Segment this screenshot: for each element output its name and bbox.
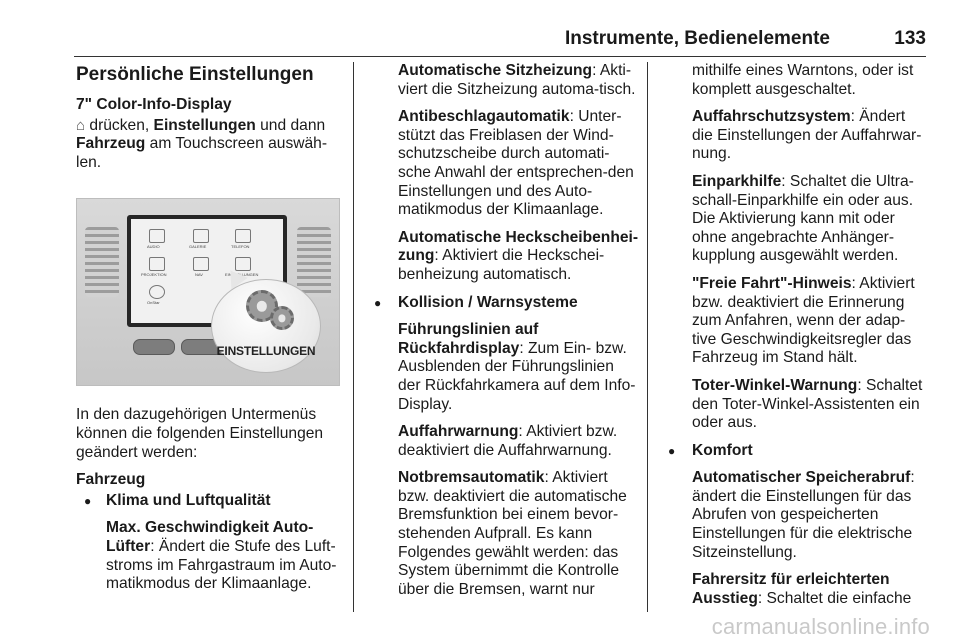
screen-label-projection: PROJEKTION xyxy=(141,272,167,278)
item-label: Führungslinien auf Rückfahrdisplay xyxy=(398,321,539,357)
callout-label: EINSTELLUNGEN xyxy=(216,344,316,359)
item-text: : Aktiviert bzw. deaktiviert die automatische Bremsfunktion bei einem bevor-stehenden Aufprall. Es kann Folgendes gewählt werden: das System übernimmt die Kontrolle über die Bremsen, warnt nur xyxy=(398,469,627,598)
item-collision-warning xyxy=(368,423,640,460)
screen-label-audio: AUDIO xyxy=(147,244,160,250)
item-easy-exit xyxy=(662,571,928,608)
audio-icon xyxy=(149,229,165,243)
column-divider-2 xyxy=(647,62,648,612)
watermark: carmanualsonline.info xyxy=(711,614,930,639)
header-rule xyxy=(74,56,926,57)
item-label: Fahrersitz für erleichterten Ausstieg xyxy=(692,571,890,607)
item-label: Auffahrwarnung xyxy=(398,423,519,441)
item-auto-defog xyxy=(368,108,640,220)
projection-icon xyxy=(149,257,165,271)
item-auto-rear-defrost xyxy=(368,229,640,285)
nav-icon xyxy=(193,257,209,271)
item-label: Einparkhilfe xyxy=(692,172,782,190)
item-park-assist xyxy=(662,173,928,266)
screen-label-onstar: OnStar xyxy=(147,300,160,306)
column-divider-1 xyxy=(353,62,354,612)
screen-label-phone: TELEFON xyxy=(231,244,250,250)
item-label: "Freie Fahrt"-Hinweis xyxy=(692,274,852,292)
section-title: Persönliche Einstellungen xyxy=(76,64,314,85)
screen-label-nav: NAV xyxy=(195,272,203,278)
dashboard-knob-left xyxy=(133,339,175,355)
item-text: : ändert die Einstellungen für das Abrufen von gespeicherten Einstellungen für die elektrische Sitzeinstellung. xyxy=(692,469,915,561)
item-text: : Aktiviert bzw. deaktiviert die Erinnerung zum Anfahren, wenn der adap-tive Geschwindigkeitsregler das Fahrzeug im Stand hält. xyxy=(692,274,915,367)
subsection-title: 7" Color-Info-Display xyxy=(76,96,232,113)
bullet-climate: ● Klima und Luftqualität xyxy=(76,492,346,511)
item-text: : Ändert die Einstellungen der Auffahrwar-nung. xyxy=(692,108,922,163)
item-text: : Schaltet den Toter-Winkel-Assistenten ein oder aus. xyxy=(692,376,923,432)
column-2 xyxy=(368,62,640,608)
right-air-vent xyxy=(297,227,331,297)
item-guidelines xyxy=(368,321,640,414)
column-1 xyxy=(76,62,346,603)
intro-paragraph xyxy=(76,117,346,173)
item-max-fan-speed xyxy=(76,519,346,593)
page-number: 133 xyxy=(894,28,926,49)
continued-paragraph: mithilfe eines Warntons, oder ist komplett ausgeschaltet. xyxy=(692,62,914,98)
vehicle-heading: Fahrzeug xyxy=(76,471,146,489)
intro-vehicle-label: Fahrzeug xyxy=(76,135,146,153)
item-blind-spot xyxy=(662,377,928,433)
item-label: Toter-Winkel-Warnung xyxy=(692,376,858,394)
item-text: : Unter-stützt das Freiblasen der Wind-schutzscheibe durch automati-sche Anwahl der entsprechen-den Einstellungen und des Auto-matikmodus der Klimaanlage. xyxy=(398,108,634,219)
intro-settings-label: Einstellungen xyxy=(153,116,256,134)
item-text: : Aktiviert die Heckschei-benheizung automatisch. xyxy=(398,247,605,283)
screen-label-settings: EINSTELLUNGEN xyxy=(225,272,259,278)
item-text: : Schaltet die Ultra-schall-Einparkhilfe ein oder aus. Die Aktivierung kann mit oder ohne angebrachte Anhänger-kupplung ausgewählt werden. xyxy=(692,172,914,265)
intro-text-a: drücken, xyxy=(85,116,154,134)
item-label: Automatische Sitzheizung xyxy=(398,62,593,79)
item-label: Automatische Heckscheibenhei-zung xyxy=(398,228,639,265)
bullet-collision: ● Kollision / Warnsysteme xyxy=(368,294,640,313)
bullet-comfort: ● Komfort xyxy=(662,442,928,461)
item-text: : Akti-viert die Sitzheizung automa-tisch. xyxy=(398,62,636,98)
item-label: Automatischer Speicherabruf xyxy=(692,469,911,487)
phone-icon xyxy=(235,229,251,243)
item-label: Notbremsautomatik xyxy=(398,469,545,487)
item-text: : Schaltet die einfache xyxy=(757,589,912,607)
item-emergency-braking xyxy=(368,469,640,599)
item-memory-recall xyxy=(662,469,928,562)
item-text: : Aktiviert bzw. deaktiviert die Auffahrwarnung. xyxy=(398,423,618,459)
column-3 xyxy=(662,62,928,617)
gear-small-icon xyxy=(270,306,294,330)
onstar-icon xyxy=(149,285,165,299)
home-icon: ⌂ xyxy=(76,116,86,134)
item-auto-seat-heating xyxy=(368,62,640,99)
left-air-vent xyxy=(85,227,119,297)
intro-text-e: am Touchscreen auswäh-len. xyxy=(76,135,328,171)
item-text: : Ändert die Stufe des Luft-stroms im Fahrgastraum im Auto-matikmodus der Klimaanlage. xyxy=(106,537,337,593)
intro-text-c: und dann xyxy=(255,116,326,134)
screen-label-gallery: GALERIE xyxy=(189,244,207,250)
settings-callout xyxy=(211,279,321,373)
item-collision-protection xyxy=(662,108,928,164)
item-go-notifier xyxy=(662,275,928,368)
item-text: : Zum Ein- bzw. Ausblenden der Führungslinien der Rückfahrkamera auf dem Info-Display. xyxy=(398,339,636,413)
item-label: Antibeschlagautomatik xyxy=(398,108,570,126)
submenu-paragraph: In den dazugehörigen Untermenüs können die folgenden Einstellungen geändert werden: xyxy=(76,406,324,461)
dashboard-photo xyxy=(76,198,340,386)
gallery-icon xyxy=(193,229,209,243)
item-label: Max. Geschwindigkeit Auto-Lüfter xyxy=(106,519,314,555)
item-label: Auffahrschutzsystem xyxy=(692,108,851,126)
page-header-title: Instrumente, Bedienelemente xyxy=(564,28,830,49)
